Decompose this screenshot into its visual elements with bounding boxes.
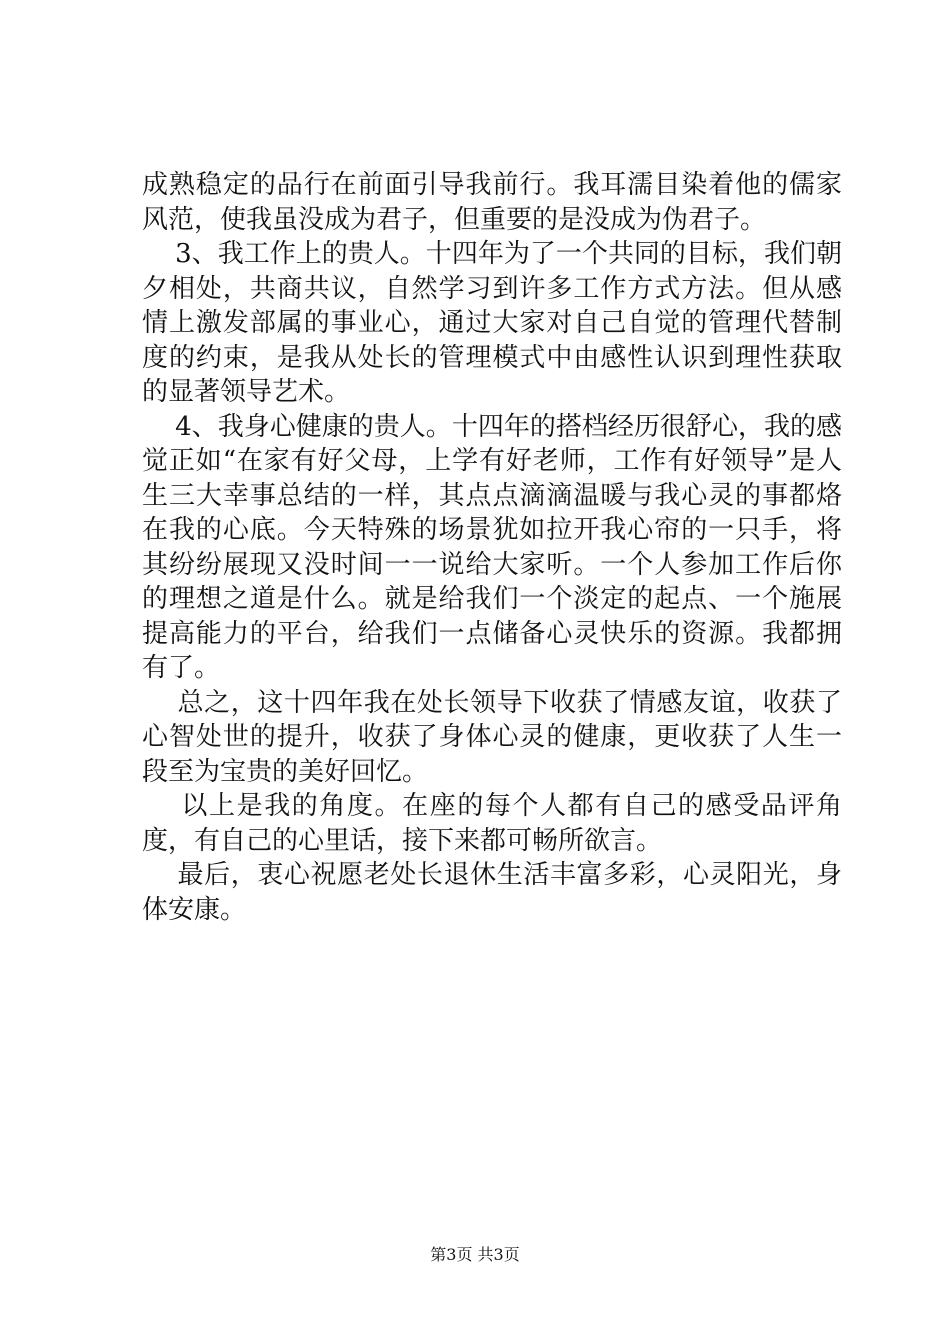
paragraph-work-mentor: 3、我工作上的贵人。十四年为了一个共同的目标，我们朝夕相处，共商共议，自然学习到许多工作方式方法。但从感情上激发部属的事业心，通过大家对自己自觉的管理代替制度的约束，是我从处长的管理模式中由感性认识到理性获取的显著领导艺术。 bbox=[142, 239, 843, 407]
document-body bbox=[142, 168, 842, 927]
paragraph-summary: 总之，这十四年我在处长领导下收获了情感友谊，收获了心智处世的提升，收获了身体心灵的健康，更收获了人生一段至为宝贵的美好回忆。 bbox=[142, 687, 842, 787]
paragraph-health-mentor: 4、我身心健康的贵人。十四年的搭档经历很舒心，我的感觉正如“在家有好父母，上学有好老师，工作有好领导”是人生三大幸事总结的一样，其点点滴滴温暖与我心灵的事都烙在我的心底。今天特殊的场景犹如拉开我心帘的一只手，将其纷纷展现又没时间一一说给大家听。一个人参加工作后你的理想之道是什么。就是给我们一个淡定的起点、一个施展提高能力的平台，给我们一点储备心灵快乐的资源。我都拥有了。 bbox=[142, 411, 843, 683]
paragraph-perspective: 以上是我的角度。在座的每个人都有自己的感受品评角度，有自己的心里话，接下来都可畅所欲言。 bbox=[142, 791, 842, 856]
paragraph-closing-wishes: 最后，衷心祝愿老处长退休生活丰富多彩，心灵阳光，身体安康。 bbox=[142, 860, 842, 925]
paragraph-continuation: 成熟稳定的品行在前面引导我前行。我耳濡目染着他的儒家风范，使我虽没成为君子，但重要的是没成为伪君子。 bbox=[142, 170, 842, 235]
page-number-footer: 第3页 共3页 bbox=[430, 1245, 520, 1264]
